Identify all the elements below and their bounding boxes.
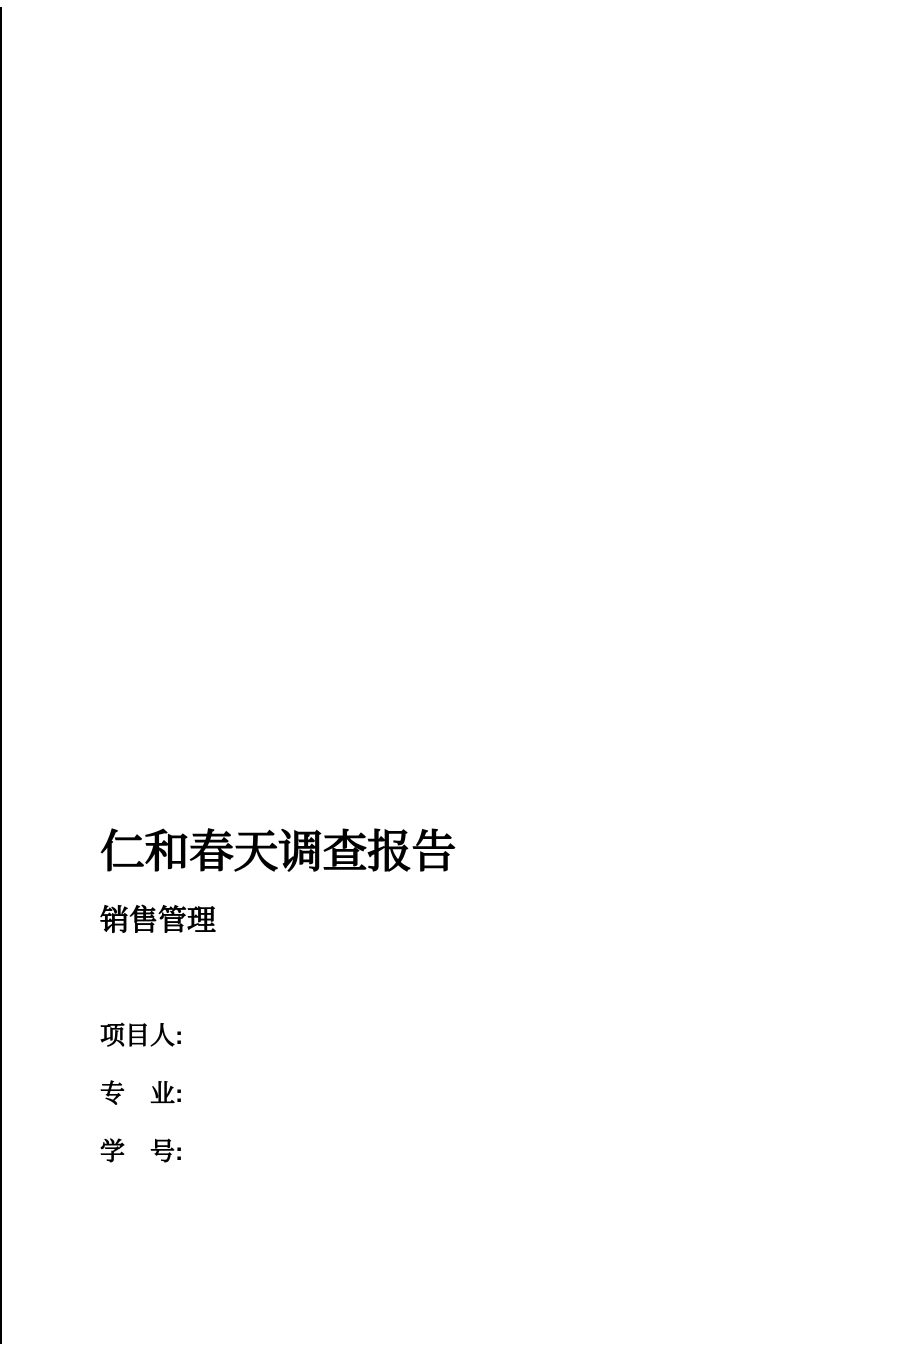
field-student-number xyxy=(100,1138,193,1167)
page-subtitle: 销售管理 xyxy=(100,905,217,937)
field-label-student-number: 学 号: xyxy=(100,1138,184,1166)
page-title: 仁和春天调查报告 xyxy=(100,826,457,877)
field-label-major: 专 业: xyxy=(100,1080,184,1108)
page-left-border-line xyxy=(0,7,2,1344)
field-major xyxy=(100,1080,193,1109)
field-project-lead xyxy=(100,1022,193,1051)
field-label-project-lead: 项目人: xyxy=(100,1022,184,1050)
